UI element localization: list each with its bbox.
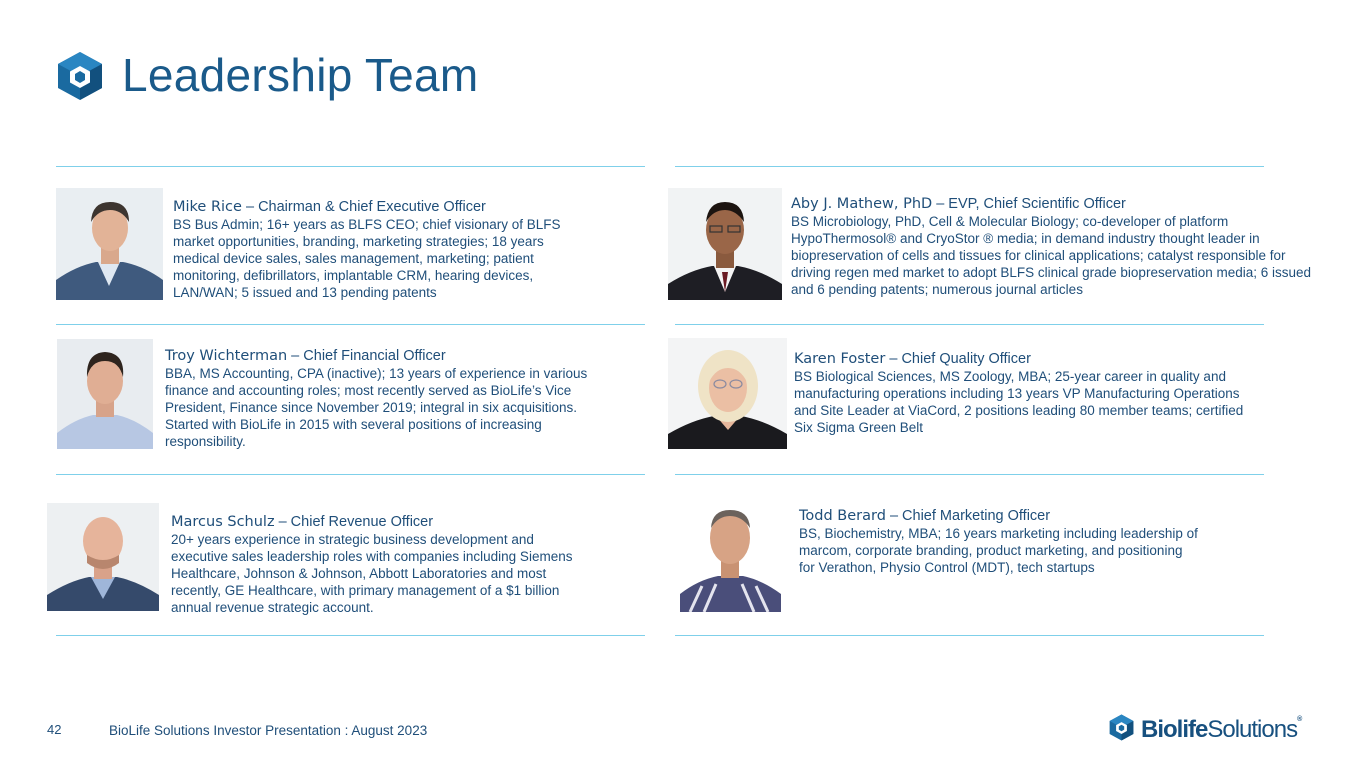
page-title: Leadership Team (122, 49, 479, 101)
leader-name: Mike Rice (173, 199, 242, 215)
leader-name: Karen Foster (794, 351, 886, 367)
brand-light: Solutions (1207, 716, 1298, 743)
brand-logo (1108, 714, 1301, 746)
divider (56, 324, 645, 325)
leader-role: – Chief Quality Officer (885, 351, 1031, 367)
leader-role: – EVP, Chief Scientific Officer (932, 196, 1126, 212)
brand-wordmark (1141, 716, 1301, 744)
leader-description: BBA, MS Accounting, CPA (inactive); 13 years of experience in various finance and accounting roles; most recently served as BioLife’s Vice President, Finance since November 2019; integral in six acquisitions. Started with BioLife in 2015 with several positions of increasing responsibility. (165, 366, 588, 449)
leader-bio (165, 347, 615, 450)
hexagon-logo-icon (55, 50, 105, 102)
leader-role: – Chairman & Chief Executive Officer (241, 199, 486, 215)
leader-role: – Chief Financial Officer (287, 348, 446, 364)
leader-description: BS Microbiology, PhD, Cell & Molecular Biology; co-developer of platform HypoThermosol® and CryoStor ® media; in demand industry thought leader in biopreservation of cells and tissues for clinical applications; catalyst responsible for driving regen med market to adopt BLFS clinical grade biopreservation media; 6 issued and 6 pending patents; numerous journal articles (791, 214, 1312, 297)
leader-role: – Chief Revenue Officer (274, 514, 434, 530)
portrait-photo (47, 503, 159, 611)
portrait-photo (56, 188, 163, 300)
leader-description: BS, Biochemistry, MBA; 16 years marketing including leadership of marcom, corporate branding, product marketing, and positioning for Verathon, Physio Control (MDT), tech startups (799, 526, 1198, 575)
divider (675, 474, 1264, 475)
leader-bio (791, 195, 1316, 298)
leader-bio (794, 350, 1249, 436)
leader-name: Aby J. Mathew, PhD (791, 196, 933, 212)
registered-mark: ® (1297, 716, 1302, 723)
leader-name: Marcus Schulz (171, 514, 275, 530)
leader-bio (171, 513, 591, 616)
brand-bold: Biolife (1141, 716, 1208, 743)
portrait-photo (57, 339, 153, 449)
leader-name: Troy Wichterman (165, 348, 288, 364)
hexagon-logo-icon (1108, 713, 1135, 747)
page-number: 42 (47, 722, 62, 737)
divider (56, 474, 645, 475)
footer-caption: BioLife Solutions Investor Presentation : August 2023 (109, 723, 428, 738)
leader-bio (799, 507, 1199, 576)
portrait-photo (668, 338, 787, 449)
divider (56, 166, 645, 167)
divider (675, 324, 1264, 325)
divider (675, 166, 1264, 167)
divider (56, 635, 645, 636)
leader-bio (173, 198, 593, 301)
leader-name: Todd Berard (799, 508, 886, 524)
divider (675, 635, 1264, 636)
portrait-photo (668, 188, 782, 300)
portrait-photo (680, 496, 781, 612)
leader-description: 20+ years experience in strategic business development and executive sales leadership roles with companies including Siemens Healthcare, Johnson & Johnson, Abbott Laboratories and most recently, GE Healthcare, with primary management of a $1 billion annual revenue strategic account. (171, 532, 573, 615)
leader-role: – Chief Marketing Officer (885, 508, 1051, 524)
leader-description: BS Bus Admin; 16+ years as BLFS CEO; chief visionary of BLFS market opportunities, branding, marketing strategies; 18 years medical device sales, sales management, marketing; patient monitoring, defibrillators, implantable CRM, hearing devices, LAN/WAN; 5 issued and 13 pending patents (173, 217, 561, 300)
leader-description: BS Biological Sciences, MS Zoology, MBA; 25-year career in quality and manufacturing operations including 13 years VP Manufacturing Operations and Site Leader at ViaCord, 2 positions leading 80 member teams; certified Six Sigma Green Belt (794, 369, 1244, 435)
